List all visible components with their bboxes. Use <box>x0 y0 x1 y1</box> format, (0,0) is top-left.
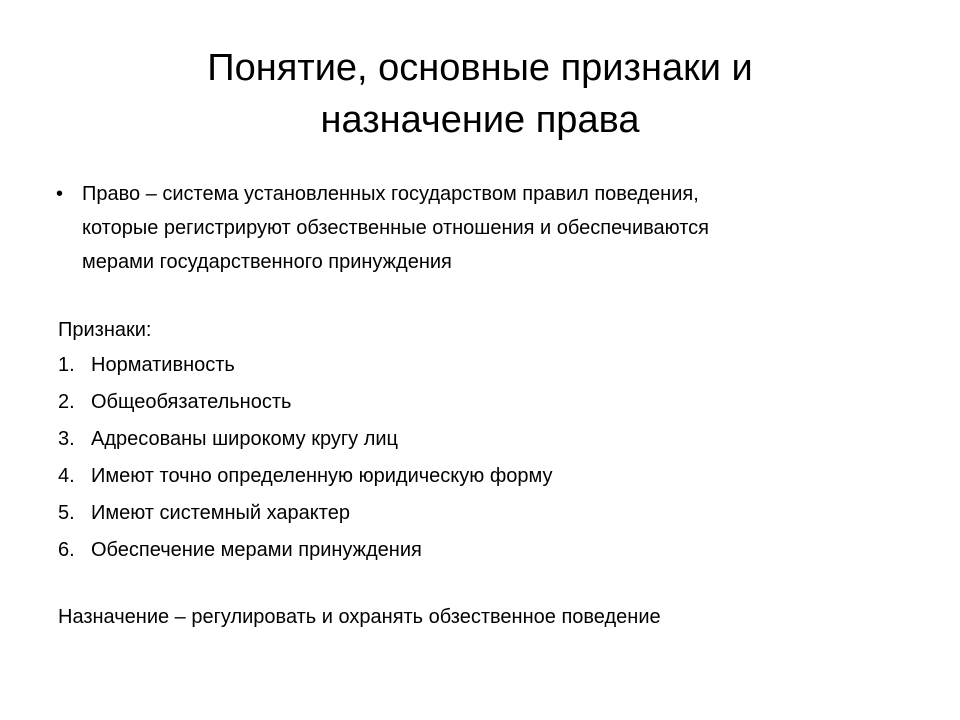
list-item-number: 1. <box>58 354 75 376</box>
definition-line: которые регистрируют обзественные отношения и обеспечиваются <box>82 217 709 239</box>
definition-bullet <box>56 177 856 279</box>
list-item <box>58 385 553 422</box>
list-item-number: 2. <box>58 391 75 413</box>
bullet-dot-icon: • <box>56 183 64 205</box>
list-item-text: Адресованы широкому кругу лиц <box>91 428 398 450</box>
list-item-number: 6. <box>58 539 75 561</box>
list-item-text: Общеобязательность <box>91 391 292 413</box>
list-item <box>58 496 553 533</box>
slide-title-line: Понятие, основные признаки и <box>207 47 753 89</box>
definition-text <box>82 177 709 279</box>
list-item-number: 5. <box>58 502 75 524</box>
list-item-text: Имеют системный характер <box>91 502 350 524</box>
slide-title <box>0 42 960 146</box>
list-item-text: Имеют точно определенную юридическую форму <box>91 465 553 487</box>
signs-heading: Признаки: <box>58 319 152 341</box>
signs-list <box>58 348 553 570</box>
list-item-text: Обеспечение мерами принуждения <box>91 539 422 561</box>
definition-line: мерами государственного принуждения <box>82 251 452 273</box>
list-item-number: 3. <box>58 428 75 450</box>
list-item <box>58 459 553 496</box>
slide-title-line: назначение права <box>320 99 640 141</box>
list-item-text: Нормативность <box>91 354 235 376</box>
list-item <box>58 533 553 570</box>
list-item <box>58 422 553 459</box>
purpose-statement: Назначение – регулировать и охранять обзественное поведение <box>58 606 661 628</box>
list-item-number: 4. <box>58 465 75 487</box>
definition-line: Право – система установленных государством правил поведения, <box>82 183 699 205</box>
list-item <box>58 348 553 385</box>
